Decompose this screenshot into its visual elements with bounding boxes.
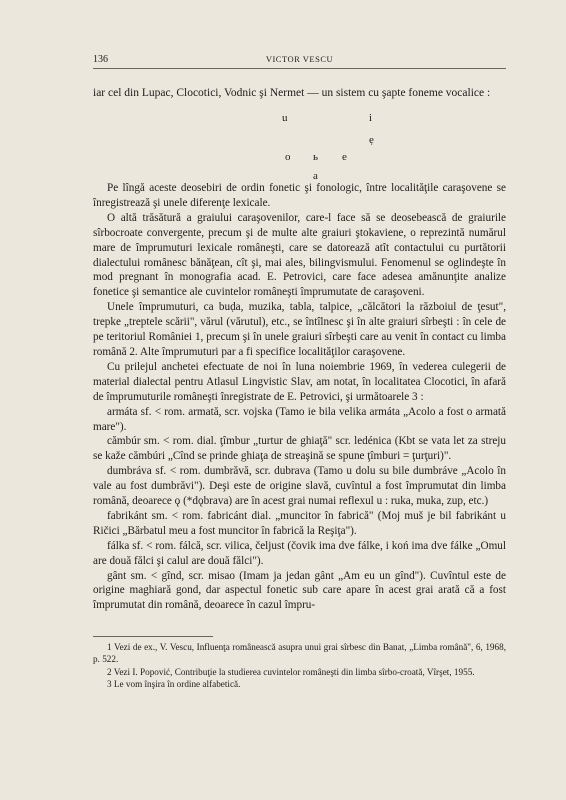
lexical-entry: fálka sf. < rom. fálcă, scr. vilica, čeljust (čovik ima dve fálke, i koń ima dve fálke „Omul are două fălci şi calul are două fălci"). <box>93 539 506 567</box>
footnotes <box>93 641 506 691</box>
footnote: 3 Le vom înşira în ordine alfabetică. <box>107 679 241 690</box>
lexical-entry: gânt sm. < gînd, scr. misao (Imam ja jedan gânt „Am eu un gînd"). Cuvîntul este de origine maghiară gond, dar aspectul fonetic sub care apare în acest grai arată că a fost împrumutat din română, deoarece în cazul împru- <box>93 569 506 612</box>
vowel-a: a <box>313 170 318 182</box>
vowel-o: o <box>285 151 291 163</box>
running-title: VICTOR VESCU <box>265 54 334 64</box>
vowel-yer: ь <box>313 151 319 163</box>
lexical-entry: fabrikánt sm. < rom. fabricánt dial. „muncitor în fabrică" (Moj muš je bil fabrikánt u Ričici „Bărbatul meu a fost muncitor în fabrică la Reşiţa"). <box>93 509 506 537</box>
paragraph: O altă trăsătură a graiului caraşovenilor, care-l face să se deosebească de graiurile sîrbocroate convergente, precum şi de multe alte graiuri ştokaviene, o reprezintă numărul mare de împrumuturi lexicale româneşti, care se datorează atît contactului cu purtătorii dialectului românesc bănăţean, cît şi, mai ales, bilingvismului. Fenomenul se oglindeşte în mod pregnant în monografia acad. E. Petrovici, care face adesea amănunţite analize fonetice şi semantice ale cuvintelor româneşti împrumutate de caraşoveni. <box>93 211 506 299</box>
intro-text: iar cel din Lupac, Clocotici, Vodnic şi Nermet — un sistem cu şapte foneme vocalice : <box>93 87 491 99</box>
footnote: 2 Vezi I. Popović, Contribuţie la studierea cuvintelor româneşti din limba sîrbo-croată, Vîrşet, 1955. <box>107 666 475 677</box>
header-rule <box>93 68 506 69</box>
paragraph: Cu prilejul anchetei efectuate de noi în luna noiembrie 1969, în vederea culegerii de material dialectal pentru Atlasul Lingvistic Slav, am notat, în localitatea Clocotici, în afară de împrumuturile româneşti înregistrate de E. Petrovici, şi următoarele 3 : <box>93 360 506 403</box>
lexical-entry: armáta sf. < rom. armată, scr. vojska (Tamo ie bila velika armáta „Acolo a fost o armată mare"). <box>93 405 506 433</box>
vowel-e-dot: ẹ <box>369 134 374 146</box>
vowel-e: e <box>342 151 347 163</box>
paragraph: Pe lîngă aceste deosebiri de ordin fonetic şi fonologic, între localităţile caraşovene se înregistrează şi unele diferenţe lexicale. <box>93 182 506 209</box>
vowel-u: u <box>282 112 288 124</box>
footnote: 1 Vezi de ex., V. Vescu, Influenţa românească asupra unui grai sîrbesc din Banat, „Limba română", 6, 1968, p. 522. <box>93 642 506 665</box>
footnote-rule <box>93 636 213 637</box>
main-body <box>93 181 506 613</box>
lexical-entry: dumbráva sf. < rom. dumbrăvă, scr. dubrava (Tamo u dolu su bile dumbráve „Acolo în vale au fost dumbrăvi"). Deşi este de origine slavă, cuvîntul a fost împrumutat din limba română, deoarece ǫ (*dǫbrava) are în acest grai numai reflexul u : ruka, muka, zup, etc.) <box>93 465 506 508</box>
page-number: 136 <box>93 54 108 65</box>
lexical-entry: cămbúr sm. < rom. dial. ţîmbur „turtur de ghiaţă" scr. ledénica (Kbt se vata let za streju se kaže cămbúri „Cînd se prinde ghiaţa de streaşină se spune ţîmburi = ţurţuri)". <box>93 435 506 463</box>
vowel-i: i <box>369 112 373 124</box>
paragraph: Unele împrumuturi, ca buḍa, muzika, tabla, talpice, „călcători la războiul de ţesut", trepke „treptele scării", vărul (vărutul), etc., se întîlnesc şi în alte graiuri sîrbeşti : în cele de pe teritoriul României 1, precum şi în unele graiuri sîrbeşti care au venit în contact cu limba română 2. Alte împrumuturi par a fi specifice localităţilor caraşovene. <box>93 301 506 358</box>
running-header <box>93 54 506 68</box>
